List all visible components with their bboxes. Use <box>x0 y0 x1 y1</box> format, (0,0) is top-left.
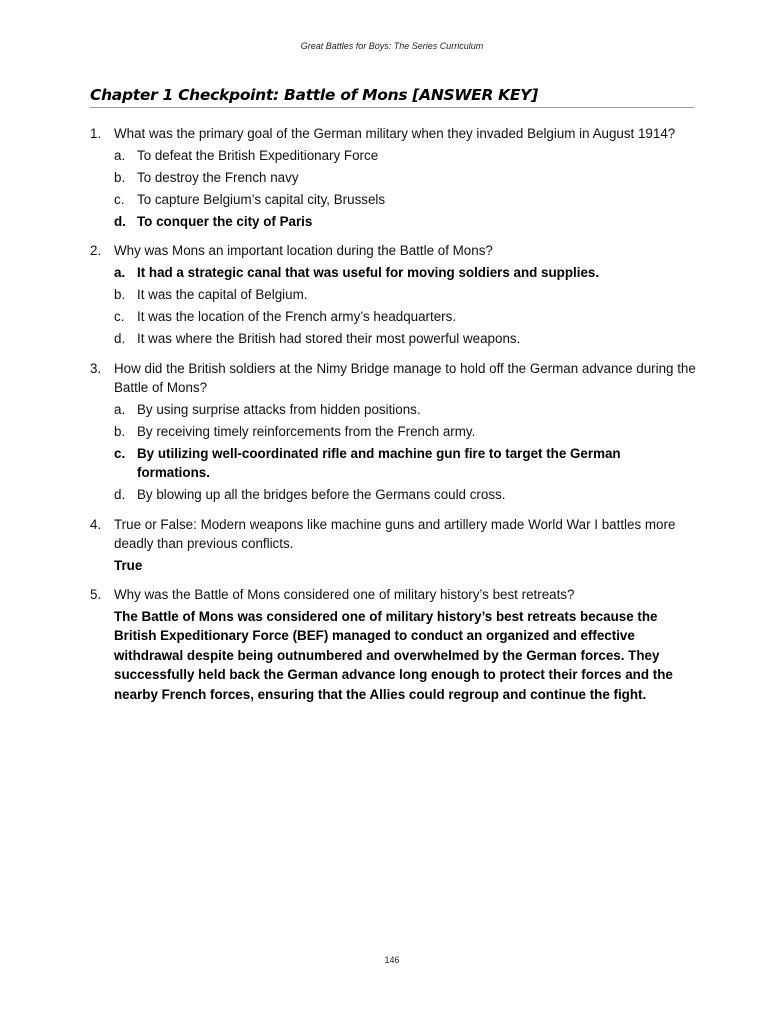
option-c-correct <box>114 444 696 483</box>
option-text: It was where the British had stored their most powerful weapons. <box>137 331 521 347</box>
option-text: By using surprise attacks from hidden positions. <box>137 401 421 417</box>
option-letter: c. <box>114 191 125 207</box>
question-text: True or False: Modern weapons like machine guns and artillery made World War I battles more deadly than previous conflicts. <box>114 516 676 552</box>
question-number: 4. <box>90 516 102 532</box>
option-letter: a. <box>114 264 126 280</box>
option-letter: b. <box>114 286 126 302</box>
option-d <box>114 329 696 349</box>
option-letter: d. <box>114 213 126 229</box>
answer-text: True <box>114 557 143 573</box>
answer-options <box>114 146 696 232</box>
question-number: 1. <box>90 126 102 141</box>
option-text: By utilizing well-coordinated rifle and machine gun fire to target the German formations. <box>137 445 621 481</box>
option-letter: b. <box>114 169 126 185</box>
option-b <box>114 168 696 188</box>
option-text: To defeat the British Expeditionary Force <box>137 147 379 163</box>
question-list <box>90 124 696 714</box>
chapter-title: Chapter 1 Checkpoint: Battle of Mons [ANSWER KEY] <box>90 86 694 108</box>
answer-options <box>114 263 696 349</box>
option-letter: b. <box>114 423 126 439</box>
option-letter: d. <box>114 331 126 347</box>
question-text: What was the primary goal of the German military when they invaded Belgium in August 1914? <box>114 126 676 141</box>
page-number: 146 <box>384 955 400 965</box>
question-number: 5. <box>90 587 102 603</box>
question-text: Why was Mons an important location during the Battle of Mons? <box>114 243 493 259</box>
option-text: By receiving timely reinforcements from the French army. <box>137 423 476 439</box>
option-text: By blowing up all the bridges before the Germans could cross. <box>137 487 506 503</box>
question-2 <box>90 241 696 348</box>
question-number: 3. <box>90 360 102 376</box>
option-letter: d. <box>114 487 126 503</box>
option-d-correct <box>114 212 696 232</box>
running-header: Great Battles for Boys: The Series Curriculum <box>300 41 484 51</box>
option-c <box>114 307 696 327</box>
question-number: 2. <box>90 243 102 259</box>
answer-options <box>114 400 696 505</box>
option-letter: a. <box>114 147 126 163</box>
option-text: It was the capital of Belgium. <box>137 286 308 302</box>
option-letter: a. <box>114 401 126 417</box>
question-1 <box>90 124 696 231</box>
option-a <box>114 400 696 420</box>
option-letter: c. <box>114 445 126 461</box>
option-text: To capture Belgium’s capital city, Brussels <box>137 191 386 207</box>
question-5 <box>90 585 696 704</box>
option-letter: c. <box>114 308 125 324</box>
option-text: It had a strategic canal that was useful for moving soldiers and supplies. <box>137 264 600 280</box>
question-4 <box>90 515 696 576</box>
option-a-correct <box>114 263 696 283</box>
option-text: It was the location of the French army’s headquarters. <box>137 308 457 324</box>
option-b <box>114 285 696 305</box>
answer-text: The Battle of Mons was considered one of military history’s best retreats because the British Expeditionary Force (BEF) managed to conduct an organized and effective withdrawal despite being outnumbered and overwhelmed by the German forces. They successfully held back the German advance long enough to protect their forces and the nearby French forces, ensuring that the Allies could regroup and continue the fight. <box>114 608 673 702</box>
option-a <box>114 146 696 166</box>
question-text: Why was the Battle of Mons considered one of military history’s best retreats? <box>114 587 575 603</box>
option-d <box>114 485 696 505</box>
option-b <box>114 422 696 442</box>
option-c <box>114 190 696 210</box>
question-text: How did the British soldiers at the Nimy Bridge manage to hold off the German advance during the Battle of Mons? <box>114 360 696 396</box>
option-text: To destroy the French navy <box>137 169 299 185</box>
question-3 <box>90 359 696 505</box>
option-text: To conquer the city of Paris <box>137 213 313 229</box>
